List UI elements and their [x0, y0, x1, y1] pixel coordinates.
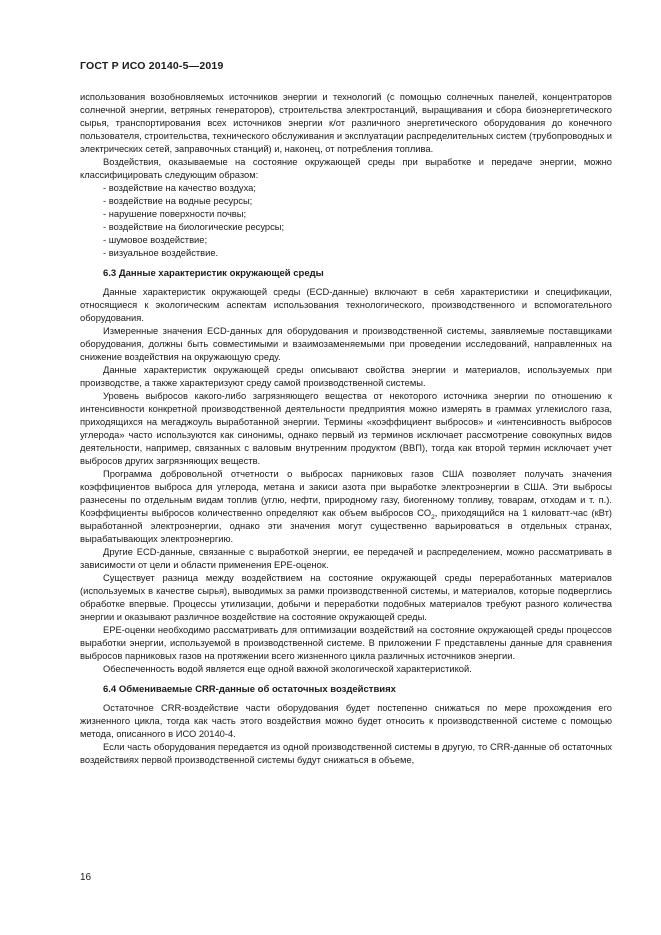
- section-6-3-paragraph: EPE-оценки необходимо рассматривать для оптимизации воздействий на состояние окружающей среды процессов выработки энергии, используемой в производственной системе. В приложении F представлены данные для сравнения выбросов парниковых газов на протяжении всего жизненного цикла различных источников энергии.: [80, 625, 612, 661]
- list-item: - воздействие на качество воздуха;: [103, 183, 256, 193]
- impact-list: [80, 182, 612, 260]
- section-6-3-paragraph-emissions: [80, 468, 612, 546]
- section-6-3-paragraph: Уровень выбросов какого-либо загрязняющего вещества от некоторого источника энергии по отношению к интенсивности конкретной производственной деятельности предприятия можно измерять в граммах углекислого газа, приходящихся на мегаджоуль выработанной энергии. Термины «коэффициент выбросов» и «интенсивность выбросов углерода» часто используются как синонимы, однако первый из терминов исключает рассмотрение совокупных видов деятельности, например, связанных с валовым внутренним продуктом (ВВП), тогда как второй термин исключает учет выбросов других загрязняющих веществ.: [80, 391, 612, 466]
- section-heading-6-4: 6.4 Обмениваемые CRR-данные об остаточных воздействиях: [103, 684, 396, 695]
- page-header: ГОСТ Р ИСО 20140-5—2019: [80, 60, 224, 72]
- page-number: 16: [80, 872, 92, 883]
- section-6-3-paragraph: Существует разница между воздействием на состояние окружающей среды переработанных материалов (используемых в качестве сырья), выводимых за рамки производственной системы, и материалов, которые подверглись обработке впервые. Процессы утилизации, добычи и переработки подобных материалов требуют разного количества энергии и оказывают различное воздействие на состояние окружающей среды.: [80, 573, 612, 622]
- section-6-3-paragraph: Данные характеристик окружающей среды (ECD-данные) включают в себя характеристики и спецификации, относящиеся к экологическим аспектам использования технологического, производственного и вспомогательного оборудования.: [80, 287, 612, 323]
- section-6-4-paragraph: Если часть оборудования передается из одной производственной системы в другую, то CRR-данные об остаточных воздействиях первой производственной системы будут снижаться в объеме,: [80, 742, 612, 765]
- section-6-3-paragraph: Данные характеристик окружающей среды описывают свойства энергии и материалов, используемых при производстве, а также характеризуют среду самой производственной системы.: [80, 365, 612, 388]
- section-heading-6-3: 6.3 Данные характеристик окружающей среды: [103, 268, 324, 279]
- section-6-3-paragraph: Обеспеченность водой является еще одной важной экологической характеристикой.: [103, 664, 472, 674]
- co2-subscript: 2: [431, 513, 435, 521]
- section-6-3-paragraph: Измеренные значения ECD-данных для оборудования и производственной системы, заявляемые поставщиками оборудования, должны быть совместимыми и взаимозаменяемыми при проведении исследований, направленных на снижение воздействия на окружающую среду.: [80, 326, 612, 362]
- list-item: - шумовое воздействие;: [103, 235, 208, 245]
- list-item: - воздействие на водные ресурсы;: [103, 196, 253, 206]
- document-body: [80, 91, 612, 767]
- emissions-text-a: Программа добровольной отчетности о выбросах парниковых газов США позволяет получать значения коэффициентов выброса для углерода, метана и закиси азота при выработке электроэнергии в США. Эти выбросы разнесены по отдельным видам топлив (углю, нефти, природному газу, биогенному топливу, товарам, отходам и т. п.). Коэффициенты выбросов количественно определяют как объем выбросов CO: [80, 469, 612, 518]
- list-item: - воздействие на биологические ресурсы;: [103, 222, 285, 232]
- section-6-4-paragraph: Остаточное CRR-воздействие части оборудования будет постепенно снижаться по мере прохождения его жизненного цикла, тогда как часть этого воздействия можно будет относить к производственной системе с помощью метода, описанного в ИСО 20140-4.: [80, 703, 612, 739]
- list-item: - визуальное воздействие.: [103, 248, 219, 258]
- emissions-text-b: , приходящийся на 1 киловатт-час (кВт) выработанной электроэнергии, однако эти значения могут существенно варьироваться в отдельных странах, вырабатывающих электроэнергию.: [80, 508, 612, 544]
- list-item: - нарушение поверхности почвы;: [103, 209, 247, 219]
- intro-paragraph-1: использования возобновляемых источников энергии и технологий (с помощью солнечных панелей, концентраторов солнечной энергии, ветряных генераторов), строительства электростанций, выращивания и сбора биоэнергетического сырья, транспортирования всех источников энергии к/от различного энергетического оборудования до конечного пользователя, строительства, технического обслуживания и эксплуатации распределительных систем (трубопроводных и электрических сетей, заправочных станций) и, наконец, от потребления топлива.: [80, 92, 612, 154]
- section-6-3-paragraph: Другие ECD-данные, связанные с выработкой энергии, ее передачей и распределением, можно рассматривать в зависимости от цели и области применения EPE-оценок.: [80, 547, 612, 570]
- intro-paragraph-2: Воздействия, оказываемые на состояние окружающей среды при выработке и передаче энергии, можно классифицировать следующим образом:: [80, 157, 612, 180]
